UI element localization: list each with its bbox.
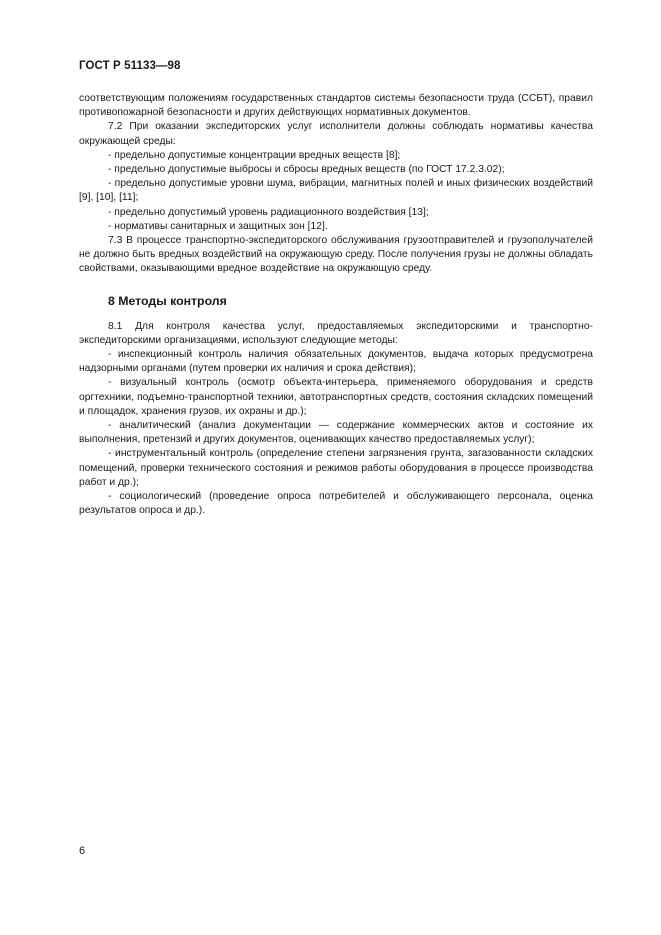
document-code-header: ГОСТ Р 51133—98 xyxy=(79,60,181,72)
list-item-radiation: - предельно допустимый уровень радиационного воздействия [13]; xyxy=(108,206,429,218)
list-item-inspection: - инспекционный контроль наличия обязательных документов, выдача которых предусмотрена надзорными органами (путем проверки их наличия и срока действия); xyxy=(79,349,593,375)
list-item-visual: - визуальный контроль (осмотр объекта-интерьера, применяемого оборудования и средств оргтехники, подъемно-транспортной техники, автотранспортных средств, состояния складских помещений и площадок, хранения грузов, их охраны и др.); xyxy=(79,377,593,417)
list-item-analytical: - аналитический (анализ документации — содержание коммерческих актов и состояние их выполнения, претензий и других документов, оценивающих качество предоставляемых услуг); xyxy=(79,420,593,446)
list-item-concentrations: - предельно допустимые концентрации вредных веществ [8]; xyxy=(108,149,401,161)
list-item-noise-levels: - предельно допустимые уровни шума, вибрации, магнитных полей и иных физических воздействий [9], [10], [11]; xyxy=(79,178,593,204)
paragraph-continuation: соответствующим положениям государственных стандартов системы безопасности труда (ССБТ), правил противопожарной безопасности и других действующих нормативных документов. xyxy=(79,93,593,119)
list-item-instrumental: - инструментальный контроль (определение степени загрязнения грунта, загазованности складских помещений, проверки технического состояния и режимов работы оборудования в процессе производства работ и др.); xyxy=(79,448,593,488)
section-heading: 8 Методы контроля xyxy=(108,293,227,308)
list-item-sanitary-zones: - нормативы санитарных и защитных зон [12]. xyxy=(108,220,328,232)
paragraph-7-2: 7.2 При оказании экспедиторских услуг исполнители должны соблюдать нормативы качества окружающей среды: xyxy=(79,121,593,147)
page-number: 6 xyxy=(79,845,86,857)
list-item-emissions: - предельно допустимые выбросы и сбросы вредных веществ (по ГОСТ 17.2.3.02); xyxy=(108,164,505,176)
document-body xyxy=(79,92,593,518)
paragraph-8-1: 8.1 Для контроля качества услуг, предоставляемых экспедиторскими и транспортно-экспедиторскими организациями, используют следующие методы: xyxy=(79,320,593,346)
paragraph-7-3: 7.3 В процессе транспортно-экспедиторского обслуживания грузоотправителей и грузополучателей не должно быть вредных воздействий на окружающую среду. После получения грузы не должны обладать свойствами, оказывающими вредное воздействие на окружающую среду. xyxy=(79,235,593,275)
list-item-sociological: - социологический (проведение опроса потребителей и обслуживающего персонала, оценка результатов опроса и др.). xyxy=(79,491,593,517)
